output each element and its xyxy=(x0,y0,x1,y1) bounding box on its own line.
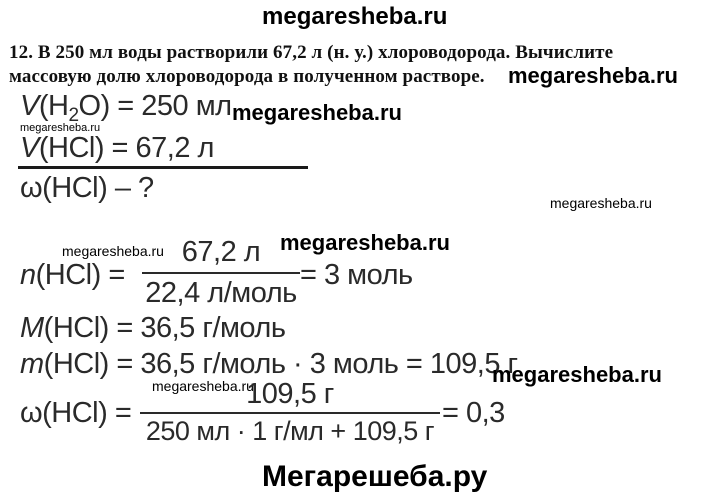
n-symbol: n xyxy=(20,259,36,291)
w-result: = 0,3 xyxy=(442,397,505,429)
mass-line xyxy=(20,348,518,381)
M-symbol: M xyxy=(20,312,44,344)
problem-line-2: массовую долю хлороводорода в полученном растворе. xyxy=(9,66,485,87)
v-symbol: V xyxy=(20,90,39,122)
n-numerator: 67,2 л xyxy=(181,236,261,268)
n-result: = 3 моль xyxy=(300,259,413,291)
n-lhs xyxy=(20,259,125,292)
v-symbol-2: V xyxy=(20,132,39,164)
watermark-solution: megaresheba.ru xyxy=(280,230,450,255)
n-lhs-rest: (HCl) = xyxy=(35,259,125,291)
watermark-mass: megaresheba.ru xyxy=(492,362,662,387)
v-h2o-right: O) = 250 мл xyxy=(78,90,232,122)
w-fraction-bar xyxy=(140,412,440,414)
watermark-small-right: megaresheba.ru xyxy=(550,195,652,211)
v-hcl-rest: (HCl) = 67,2 л xyxy=(38,132,214,164)
m-rest: (HCl) = 36,5 г/моль · 3 моль = 109,5 г xyxy=(43,348,518,380)
w-lhs: ω(HCl) = xyxy=(20,397,132,429)
watermark-small-solution: megaresheba.ru xyxy=(62,243,164,259)
M-rest: (HCl) = 36,5 г/моль xyxy=(43,312,286,344)
watermark-small-mass: megaresheba.ru xyxy=(152,378,254,394)
given-v-hcl xyxy=(20,132,214,165)
molar-mass-line xyxy=(20,312,285,345)
find-w-hcl: ω(HCl) – ? xyxy=(20,172,154,204)
problem-line-1: 12. В 250 мл воды растворили 67,2 л (н. у.) хлороводорода. Вычислите xyxy=(9,42,614,63)
given-divider xyxy=(18,166,308,169)
watermark-small-given: megaresheba.ru xyxy=(20,122,101,134)
v-h2o-left: (H xyxy=(38,90,69,122)
w-numerator: 109,5 г xyxy=(246,378,334,410)
w-denominator: 250 мл · 1 г/мл + 109,5 г xyxy=(145,416,435,446)
footer-watermark: Мегарешеба.ру xyxy=(262,460,488,493)
n-fraction-bar xyxy=(142,272,300,274)
v-h2o-sub: 2 xyxy=(68,105,79,126)
m-symbol: m xyxy=(20,348,44,380)
watermark-given: megaresheba.ru xyxy=(232,100,402,125)
n-denominator: 22,4 л/моль xyxy=(145,277,297,309)
watermark-line2: megaresheba.ru xyxy=(508,63,678,88)
watermark-top: megaresheba.ru xyxy=(262,3,448,30)
